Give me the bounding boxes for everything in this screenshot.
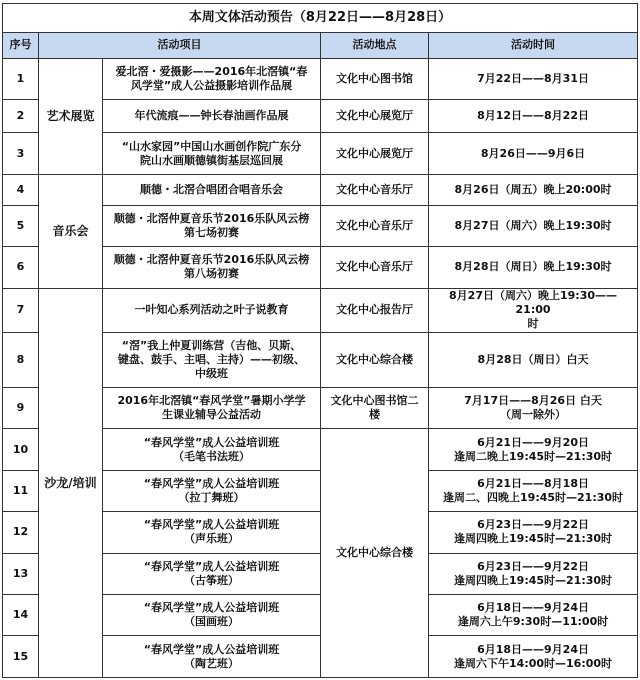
table-title: 本周文体活动预告（8月22日——8月28日） xyxy=(3,4,638,33)
activity-time xyxy=(429,512,638,553)
row-number: 2 xyxy=(3,100,39,133)
activity-item-line: “山水家园”中国山水画创作院广东分 xyxy=(121,139,302,153)
activity-item xyxy=(103,58,321,99)
activity-item-line: “春风学堂”成人公益培训班 xyxy=(143,559,280,573)
row-number: 7 xyxy=(3,288,39,333)
row-number: 11 xyxy=(3,470,39,511)
table-row xyxy=(3,174,638,205)
activity-item xyxy=(103,205,321,246)
activity-item-line: “春风学堂”成人公益培训班 xyxy=(143,642,280,656)
activity-item xyxy=(103,470,321,511)
activity-item-line: 顺德・北滘仲夏音乐节2016乐队风云榜 xyxy=(113,212,310,226)
activity-venue xyxy=(321,388,429,429)
activity-time-line: 逢周二晚上19:45时—21:30时 xyxy=(454,449,613,463)
row-number: 3 xyxy=(3,133,39,174)
row-number: 13 xyxy=(3,553,39,594)
activity-venue xyxy=(321,205,429,246)
activity-item-line: 院山水画顺德镇街基层巡回展 xyxy=(140,153,283,167)
activity-venue xyxy=(321,333,429,388)
table-row xyxy=(3,58,638,99)
activity-item xyxy=(103,553,321,594)
activity-venue-line: 文化中心图书馆二 xyxy=(330,394,419,408)
activity-time xyxy=(429,429,638,470)
activity-item-line: 风学堂”成人公益摄影培训作品展 xyxy=(130,79,293,93)
activity-time-line: 8月28日（周日）白天 xyxy=(477,353,589,367)
activity-item xyxy=(103,512,321,553)
activity-item-line: （声乐班） xyxy=(184,532,239,546)
row-number: 5 xyxy=(3,205,39,246)
activity-venue-line: 文化中心音乐厅 xyxy=(336,219,413,233)
activity-item-line: 顺德・北滘合唱团合唱音乐会 xyxy=(140,182,283,196)
row-number: 8 xyxy=(3,333,39,388)
activity-item xyxy=(103,174,321,205)
activity-item-line: （毛笔书法班） xyxy=(173,449,250,463)
activity-time-line: 8月26日——9月6日 xyxy=(480,146,586,160)
activity-time-line: 6月21日——8月18日 xyxy=(477,477,589,491)
activity-venue-line: 楼 xyxy=(369,408,380,422)
activity-item-line: 中级班 xyxy=(195,367,228,381)
activity-item-line: 第七场初赛 xyxy=(184,226,239,240)
activity-item xyxy=(103,388,321,429)
activity-item-line: 一叶知心系列活动之叶子说教育 xyxy=(134,303,289,317)
activity-time xyxy=(429,595,638,636)
activity-time-line: 8月12日——8月22日 xyxy=(477,109,589,123)
table-row xyxy=(3,288,638,333)
activity-time xyxy=(429,636,638,678)
activity-time-line: 8月27日（周六）晚上19:30时 xyxy=(454,219,612,233)
activity-item xyxy=(103,429,321,470)
activity-venue-line: 文化中心音乐厅 xyxy=(336,260,413,274)
activity-time-line: （周一除外） xyxy=(500,408,567,422)
activity-venue xyxy=(321,100,429,133)
activity-item xyxy=(103,333,321,388)
activity-item-line: 键盘、鼓手、主唱、主持）——初级、 xyxy=(118,353,305,367)
activity-time xyxy=(429,470,638,511)
activity-venue-line: 文化中心综合楼 xyxy=(336,353,413,367)
activity-time xyxy=(429,133,638,174)
activity-time-line: 8月26日（周五）晚上20:00时 xyxy=(454,182,612,196)
activity-venue xyxy=(321,288,429,333)
activity-item-line: 顺德・北滘仲夏音乐节2016乐队风云榜 xyxy=(113,253,310,267)
activity-item xyxy=(103,133,321,174)
activity-time-line: 6月21日——9月20日 xyxy=(477,435,589,449)
activity-item-line: （古筝班） xyxy=(184,573,239,587)
activity-venue-line: 文化中心展览厅 xyxy=(336,146,413,160)
activity-time xyxy=(429,247,638,288)
category-art: 艺术展览 xyxy=(39,58,103,174)
table-body xyxy=(3,58,638,677)
activity-venue xyxy=(321,58,429,99)
activity-item xyxy=(103,595,321,636)
activity-time xyxy=(429,388,638,429)
activity-item xyxy=(103,636,321,678)
row-number: 4 xyxy=(3,174,39,205)
activity-venue-line: 文化中心音乐厅 xyxy=(336,182,413,196)
row-number: 1 xyxy=(3,58,39,99)
activity-time-line: 6月18日——9月24日 xyxy=(477,642,589,656)
activity-time-line: 6月23日——9月22日 xyxy=(477,559,589,573)
activity-item-line: 2016年北滘镇“春风学堂”暑期小学学 xyxy=(117,394,306,408)
activity-item-line: （国画班） xyxy=(184,615,239,629)
row-number: 15 xyxy=(3,636,39,678)
activity-venue-line: 文化中心报告厅 xyxy=(336,303,413,317)
activity-item-line: 生课业辅导公益活动 xyxy=(162,408,261,422)
activity-time-line: 逢周六上午9:30时—11:00时 xyxy=(457,615,609,629)
activity-item-line: “春风学堂”成人公益培训班 xyxy=(143,601,280,615)
activity-item-line: “春风学堂”成人公益培训班 xyxy=(143,518,280,532)
activity-venue xyxy=(321,133,429,174)
activity-time xyxy=(429,205,638,246)
activity-time-line: 逢周六下午14:00时—16:00时 xyxy=(454,656,613,670)
activity-item xyxy=(103,288,321,333)
activity-item xyxy=(103,247,321,288)
activity-time-line: 逢周二、四晚上19:45时—21:30时 xyxy=(443,491,624,505)
header-no: 序号 xyxy=(3,32,39,58)
activity-item-line: “春风学堂”成人公益培训班 xyxy=(143,477,280,491)
activity-time xyxy=(429,100,638,133)
activity-time-line: 6月23日——9月22日 xyxy=(477,518,589,532)
header-venue: 活动地点 xyxy=(321,32,429,58)
row-number: 6 xyxy=(3,247,39,288)
row-number: 10 xyxy=(3,429,39,470)
activity-item-line: “春风学堂”成人公益培训班 xyxy=(143,435,280,449)
activity-time xyxy=(429,288,638,333)
activity-venue xyxy=(321,247,429,288)
activity-venue-line: 文化中心图书馆 xyxy=(336,72,413,86)
category-music: 音乐会 xyxy=(39,174,103,288)
activity-venue xyxy=(321,174,429,205)
activity-time-line: 7月22日——8月31日 xyxy=(477,72,589,86)
activity-time xyxy=(429,333,638,388)
activity-time xyxy=(429,58,638,99)
activity-item-line: “滘”我上仲夏训练营（吉他、贝斯、 xyxy=(121,339,302,353)
activity-time-line: 8月27日（周六）晚上19:30——21:00 xyxy=(449,289,618,317)
activity-venue-shared: 文化中心综合楼 xyxy=(321,429,429,678)
category-salon: 沙龙/培训 xyxy=(39,288,103,677)
activity-time-line: 时 xyxy=(527,317,539,331)
activity-item-line: （陶艺班） xyxy=(184,656,239,670)
activity-item xyxy=(103,100,321,133)
header-item: 活动项目 xyxy=(39,32,321,58)
activity-time-line: 7月17日——8月26日 白天 xyxy=(464,394,602,408)
activity-item-line: 第八场初赛 xyxy=(184,267,239,281)
activity-item-line: 年代流痕——钟长春油画作品展 xyxy=(134,109,289,123)
activity-time-line: 8月28日（周日）晚上19:30时 xyxy=(454,260,612,274)
row-number: 14 xyxy=(3,595,39,636)
activity-time-line: 逢周四晚上19:45时—21:30时 xyxy=(454,573,613,587)
row-number: 9 xyxy=(3,388,39,429)
activity-time xyxy=(429,174,638,205)
activity-time xyxy=(429,553,638,594)
header-time: 活动时间 xyxy=(429,32,638,58)
row-number: 12 xyxy=(3,512,39,553)
schedule-table xyxy=(2,3,638,678)
activity-venue-line: 文化中心展览厅 xyxy=(336,109,413,123)
activity-item-line: （拉丁舞班） xyxy=(178,491,245,505)
activity-time-line: 6月18日——9月24日 xyxy=(477,601,589,615)
activity-item-line: 爱北滘・爱摄影——2016年北滘镇“春 xyxy=(115,65,308,79)
activity-time-line: 逢周四晚上19:45时—21:30时 xyxy=(454,532,613,546)
